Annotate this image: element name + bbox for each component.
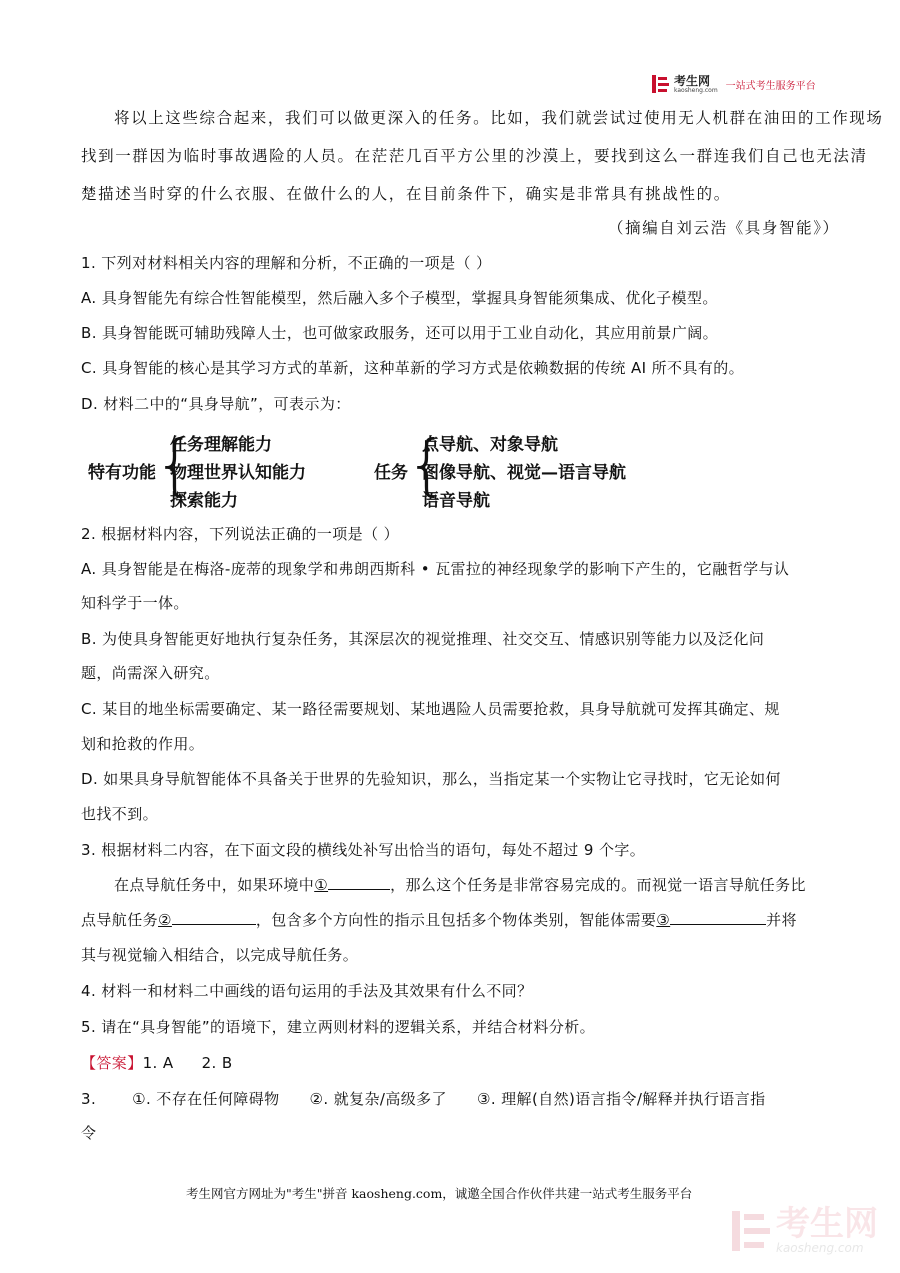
passage-source: （摘编自刘云浩《具身智能》） bbox=[608, 219, 840, 237]
q1-option-b: B. 具身智能既可辅助残障人士，也可做家政服务，还可以用于工业自动化，其应用前景广阔。 bbox=[81, 324, 719, 342]
header-logo bbox=[652, 74, 816, 94]
header-tagline: 一站式考生服务平台 bbox=[725, 80, 816, 92]
answer-label: 【答案】 bbox=[81, 1054, 143, 1072]
fill-blank-2[interactable] bbox=[172, 909, 256, 925]
answer-line-2 bbox=[81, 1088, 766, 1109]
diagram-left-root: 特有功能 bbox=[88, 463, 156, 483]
fill-blank-3[interactable] bbox=[670, 909, 766, 925]
q2-option-b-cont: 题，尚需深入研究。 bbox=[81, 664, 220, 682]
q2-option-a-cont: 知科学于一体。 bbox=[81, 594, 189, 612]
q3-text: ，包含多个方向性的指示且包括多个物体类别，智能体需要 bbox=[255, 911, 657, 929]
fill-blank-1[interactable] bbox=[328, 874, 390, 890]
diagram-right-item: 语音导航 bbox=[422, 491, 490, 511]
q2-stem: 2. 根据材料内容，下列说法正确的一项是（ ） bbox=[81, 525, 400, 543]
diagram-left-item: 探索能力 bbox=[170, 491, 238, 511]
watermark bbox=[732, 1204, 878, 1255]
q1-option-c: C. 具身智能的核心是其学习方式的革新，这种革新的学习方式是依赖数据的传统 AI 所不具有的。 bbox=[81, 359, 745, 377]
diagram-right-item: 图像导航、视觉—语言导航 bbox=[422, 463, 626, 483]
diagram-left-item: 任务理解能力 bbox=[170, 435, 272, 455]
q2-option-a: A. 具身智能是在梅洛-庞蒂的现象学和弗朗西斯科 • 瓦雷拉的神经现象学的影响下产生的，它融哲学与认 bbox=[81, 560, 790, 578]
answer-line-1 bbox=[81, 1052, 233, 1073]
q1-option-a: A. 具身智能先有综合性智能模型，然后融入多个子模型，掌握具身智能须集成、优化子模型。 bbox=[81, 289, 718, 307]
diagram-left-brace: { bbox=[154, 426, 196, 503]
blank-number-1: ① bbox=[314, 876, 329, 894]
q1-stem: 1. 下列对材料相关内容的理解和分析，不正确的一项是（ ） bbox=[81, 254, 492, 272]
q2-option-b: B. 为使具身智能更好地执行复杂任务，其深层次的视觉推理、社交交互、情感识别等能力以及泛化问 bbox=[81, 630, 765, 648]
watermark-name: 考生网 bbox=[776, 1204, 878, 1244]
watermark-sub: kaosheng.com bbox=[776, 1241, 864, 1255]
q4-stem: 4. 材料一和材料二中画线的语句运用的手法及其效果有什么不同？ bbox=[81, 982, 533, 1000]
navigation-diagram bbox=[88, 428, 648, 510]
q2-option-c: C. 某目的地坐标需要确定、某一路径需要规划、某地遇险人员需要抢救，具身导航就可发挥其确定、规 bbox=[81, 700, 780, 718]
footer-text: 考生网官方网址为"考生"拼音 kaosheng.com，诚邀全国合作伙伴共建一站式考生服务平台 bbox=[186, 1186, 693, 1201]
q2-option-d: D. 如果具身导航智能体不具备关于世界的先验知识，那么，当指定某一个实物让它寻找时，它无论如何 bbox=[81, 770, 781, 788]
q3-stem: 3. 根据材料二内容，在下面文段的横线处补写出恰当的语句，每处不超过 9 个字。 bbox=[81, 841, 646, 859]
q3-text: 在点导航任务中，如果环境中 bbox=[114, 876, 315, 894]
answer-3-number: 3. bbox=[81, 1090, 97, 1108]
answer-3-blank-1: ①. 不存在任何障碍物 bbox=[132, 1090, 280, 1108]
answer-2: 2. B bbox=[201, 1054, 233, 1072]
diagram-left-item: 物理世界认知能力 bbox=[170, 463, 306, 483]
blank-number-3: ③ bbox=[656, 911, 671, 929]
q3-para-line-2 bbox=[81, 909, 797, 930]
passage-line-1: 将以上这些综合起来，我们可以做更深入的任务。比如，我们就尝试过使用无人机群在油田的工作现场 bbox=[114, 109, 884, 127]
watermark-logo-icon bbox=[732, 1211, 772, 1251]
passage-line-3: 楚描述当时穿的什么衣服、在做什么的人，在目前条件下，确实是非常具有挑战性的。 bbox=[81, 185, 731, 203]
diagram-right-item: 点导航、对象导航 bbox=[422, 435, 558, 455]
answer-3-blank-3: ③. 理解(自然)语言指令/解释并执行语言指 bbox=[476, 1090, 766, 1108]
q5-stem: 5. 请在“具身智能”的语境下，建立两则材料的逻辑关系，并结合材料分析。 bbox=[81, 1018, 596, 1036]
q2-option-c-cont: 划和抢救的作用。 bbox=[81, 735, 205, 753]
q3-text: 点导航任务 bbox=[81, 911, 159, 929]
q3-text: ，那么这个任务是非常容易完成的。而视觉一语言导航任务比 bbox=[390, 876, 806, 894]
answer-line-3: 令 bbox=[81, 1124, 97, 1142]
answer-3-blank-2: ②. 就复杂/高级多了 bbox=[309, 1090, 447, 1108]
q3-para-line-3: 其与视觉输入相结合，以完成导航任务。 bbox=[81, 946, 359, 964]
q2-option-d-cont: 也找不到。 bbox=[81, 805, 159, 823]
diagram-right-brace: { bbox=[406, 426, 448, 503]
logo-name: 考生网 bbox=[674, 73, 711, 88]
q3-para-line-1 bbox=[114, 874, 806, 895]
diagram-right-root: 任务 bbox=[374, 463, 408, 483]
logo-sub: kaosheng.com bbox=[674, 86, 718, 94]
answer-1: 1. A bbox=[142, 1054, 174, 1072]
logo-icon bbox=[652, 75, 670, 93]
q1-option-d: D. 材料二中的“具身导航”，可表示为： bbox=[81, 395, 351, 413]
q3-text: 并将 bbox=[766, 911, 797, 929]
passage-line-2: 找到一群因为临时事故遇险的人员。在茫茫几百平方公里的沙漠上，要找到这么一群连我们自己也无法清 bbox=[81, 147, 868, 165]
blank-number-2: ② bbox=[158, 911, 172, 929]
